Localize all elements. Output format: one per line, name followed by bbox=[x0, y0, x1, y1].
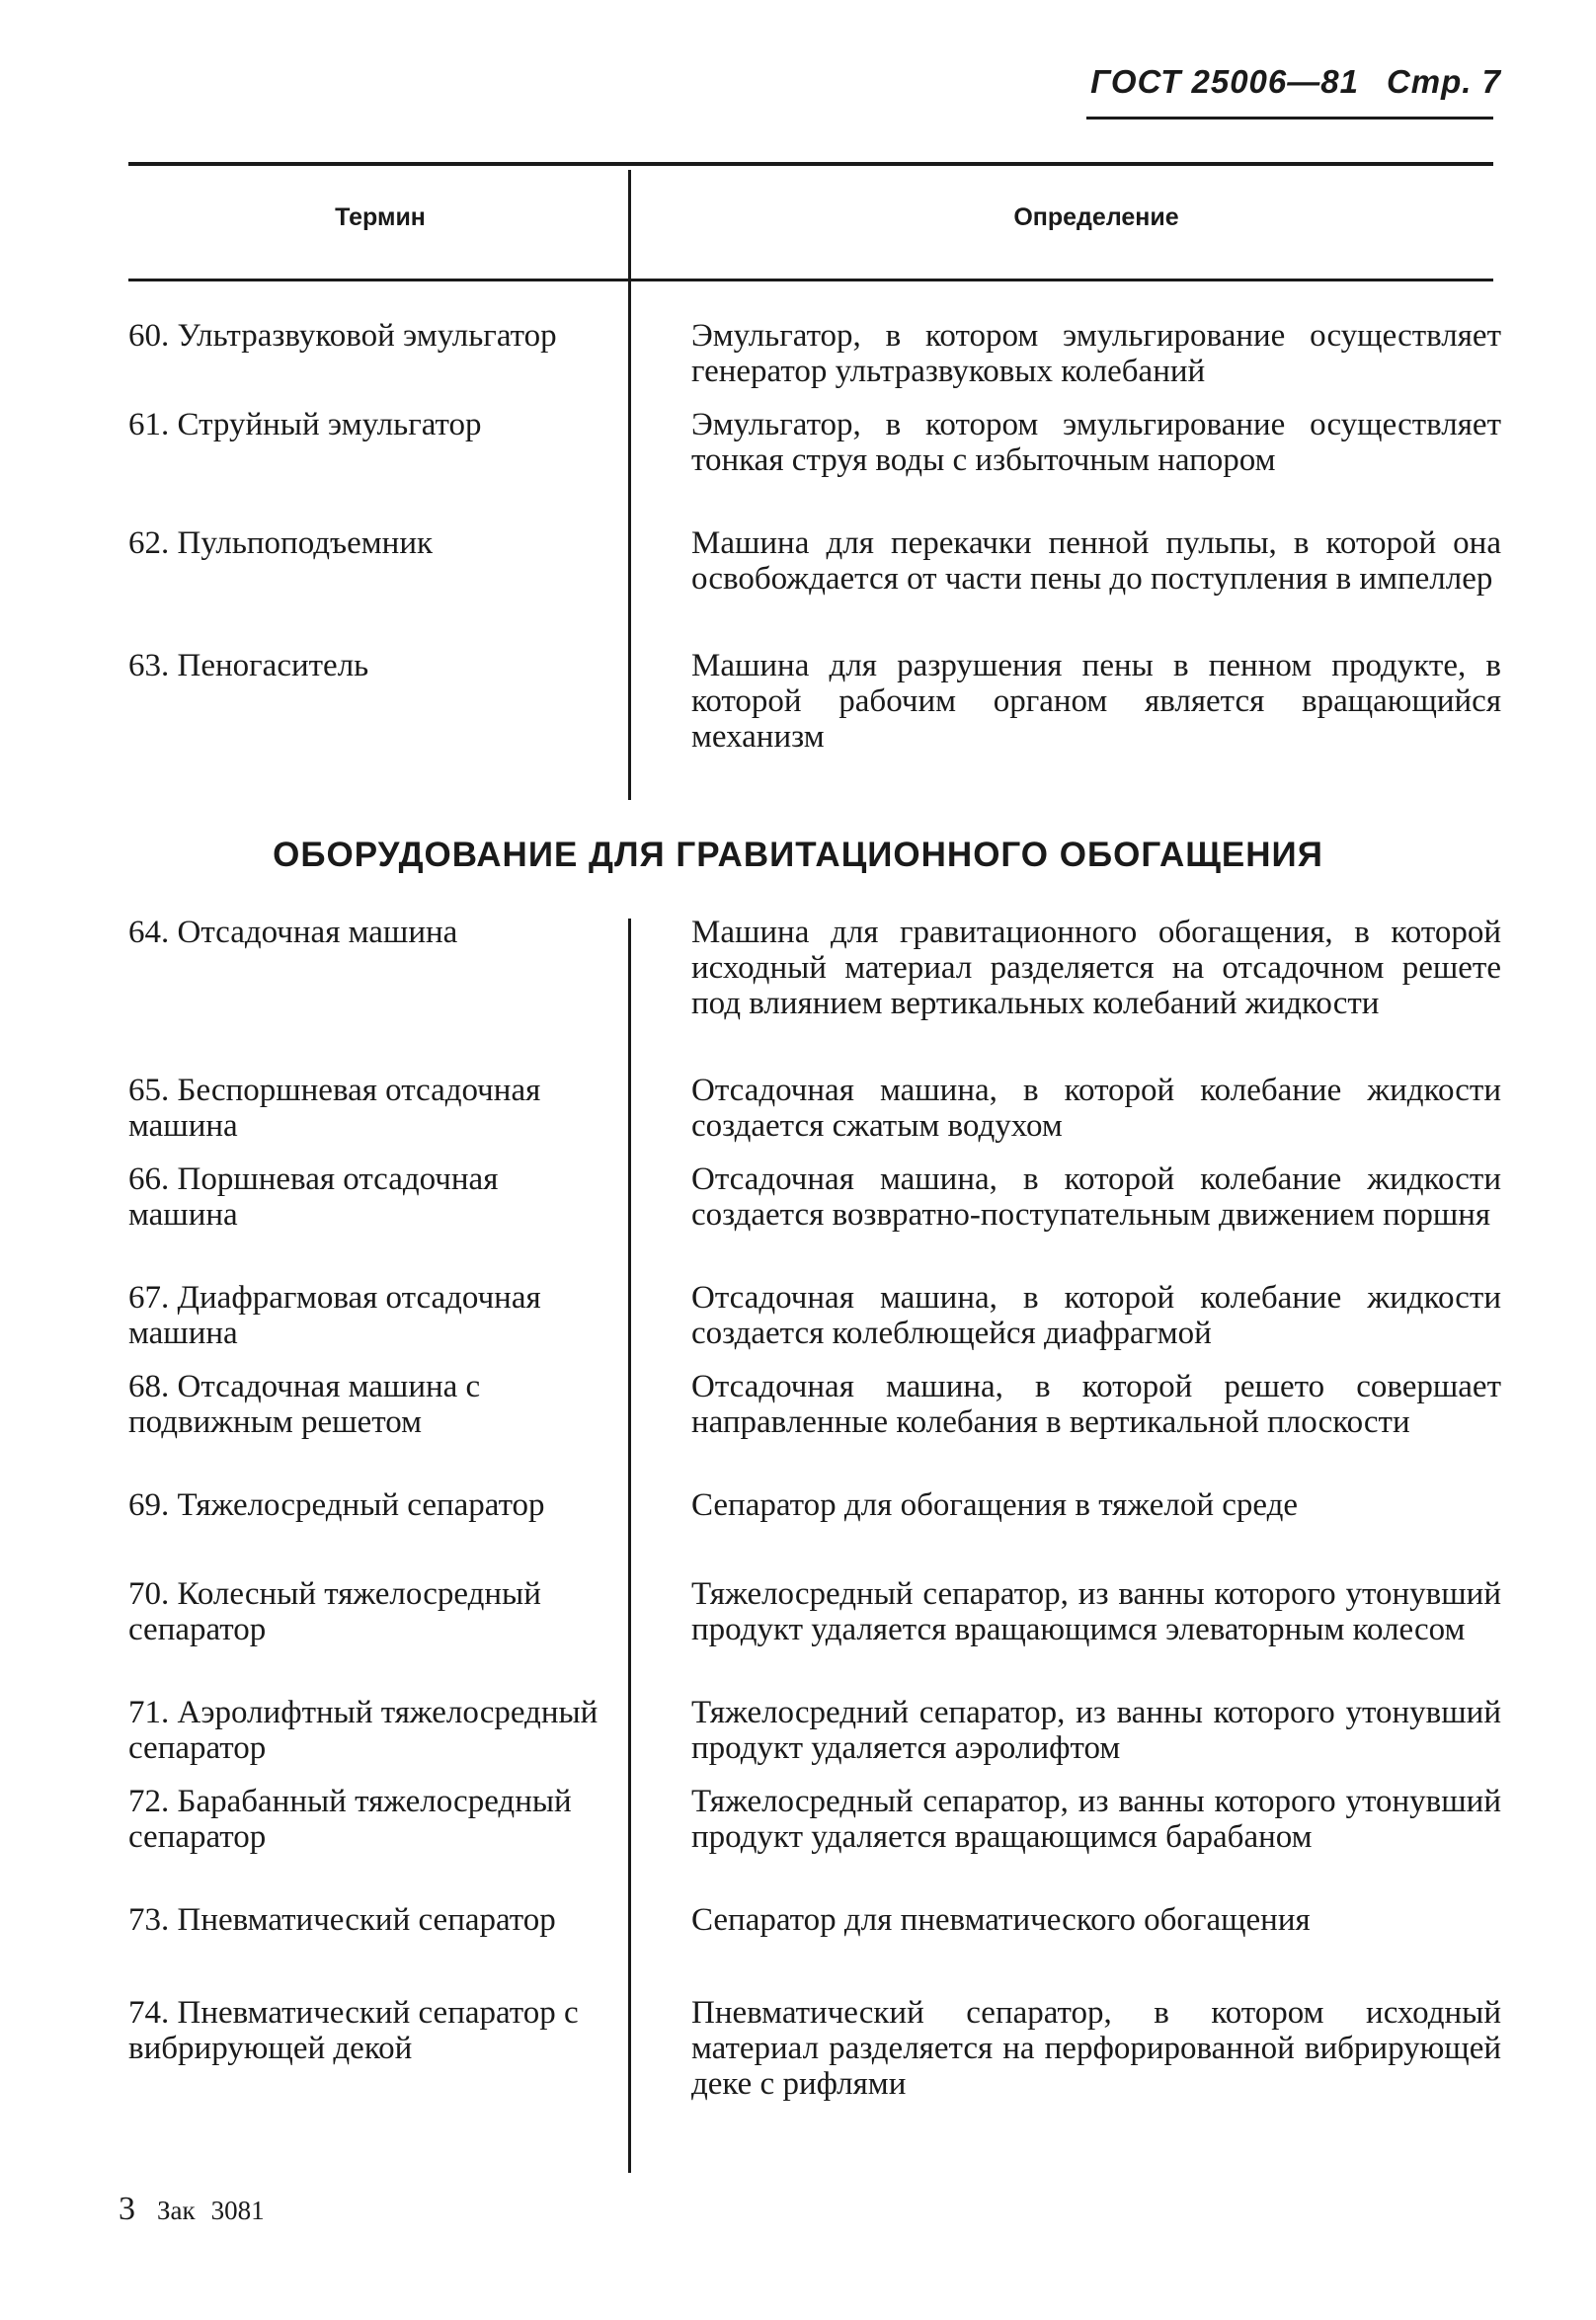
term-number: 60. bbox=[128, 318, 170, 354]
term-text: Пульпоподъемник bbox=[177, 525, 434, 561]
term-number: 74. bbox=[128, 1995, 170, 2031]
term-cell bbox=[128, 1695, 602, 1766]
column-divider-top bbox=[628, 170, 631, 800]
term-text: Отсадочная машина с подвижным решетом bbox=[128, 1369, 481, 1440]
definition-cell: Отсадочная машина, в которой колебание жидкости создается возвратно-поступательным движением поршня bbox=[691, 1161, 1501, 1233]
term-number: 70. bbox=[128, 1576, 170, 1612]
definition-cell: Машина для гравитационного обогащения, в которой исходный материал разделяется на отсадочном решете под влиянием вертикальных колебаний жидкости bbox=[691, 915, 1501, 1021]
term-number: 68. bbox=[128, 1369, 170, 1404]
term-text: Пневматический сепаратор с вибрирующей декой bbox=[128, 1995, 579, 2066]
footer bbox=[119, 2191, 265, 2228]
term-text: Ультразвуковой эмульгатор bbox=[177, 318, 557, 354]
term-cell bbox=[128, 1161, 602, 1233]
definition-cell: Эмульгатор, в котором эмульгирование осуществляет тонкая струя воды с избыточным напором bbox=[691, 407, 1501, 478]
term-number: 66. bbox=[128, 1161, 170, 1197]
term-number: 64. bbox=[128, 915, 170, 950]
definition-cell: Отсадочная машина, в которой решето совершает направленные колебания в вертикальной плоскости bbox=[691, 1369, 1501, 1440]
table-head-rule bbox=[128, 279, 1493, 281]
term-text: Диафрагмовая отсадочная машина bbox=[128, 1280, 541, 1351]
term-cell bbox=[128, 1487, 602, 1523]
term-cell bbox=[128, 1576, 602, 1647]
definition-cell: Пневматический сепаратор, в котором исходный материал разделяется на перфорированной вибрирующей деке с рифлями bbox=[691, 1995, 1501, 2102]
sheet-number: 3 bbox=[119, 2191, 135, 2227]
definition-cell: Машина для перекачки пенной пульпы, в которой она освобождается от части пены до поступления в импеллер bbox=[691, 525, 1501, 597]
order-label: Зак bbox=[157, 2196, 196, 2225]
term-cell bbox=[128, 1902, 602, 1938]
standard-number: ГОСТ 25006—81 bbox=[1090, 63, 1359, 100]
definition-cell: Эмульгатор, в котором эмульгирование осуществляет генератор ультразвуковых колебаний bbox=[691, 318, 1501, 389]
table-top-rule bbox=[128, 162, 1493, 166]
definition-cell: Тяжелосредный сепаратор, из ванны которого утонувший продукт удаляется вращающимся барабаном bbox=[691, 1784, 1501, 1855]
term-number: 65. bbox=[128, 1073, 170, 1108]
term-text: Пеногаситель bbox=[177, 648, 369, 683]
term-number: 63. bbox=[128, 648, 170, 683]
term-text: Поршневая отсадочная машина bbox=[128, 1161, 499, 1233]
column-header-definition: Определение bbox=[1013, 203, 1179, 231]
term-cell bbox=[128, 915, 602, 950]
term-cell bbox=[128, 1995, 602, 2066]
term-number: 69. bbox=[128, 1487, 170, 1523]
term-cell bbox=[128, 648, 602, 683]
definition-cell: Сепаратор для пневматического обогащения bbox=[691, 1902, 1311, 1938]
term-number: 73. bbox=[128, 1902, 170, 1938]
term-text: Тяжелосредный сепаратор bbox=[177, 1487, 545, 1523]
term-text: Отсадочная машина bbox=[177, 915, 458, 950]
term-cell bbox=[128, 1280, 602, 1351]
definition-cell: Машина для разрушения пены в пенном продукте, в которой рабочим органом является вращающийся механизм bbox=[691, 648, 1501, 755]
order-number: 3081 bbox=[210, 2196, 265, 2225]
term-cell bbox=[128, 407, 602, 442]
definition-cell: Тяжелосредный сепаратор, из ванны которого утонувший продукт удаляется вращающимся элеваторным колесом bbox=[691, 1576, 1501, 1647]
definition-cell: Отсадочная машина, в которой колебание жидкости создается колеблющейся диафрагмой bbox=[691, 1280, 1501, 1351]
term-text: Пневматический сепаратор bbox=[177, 1902, 556, 1938]
term-number: 61. bbox=[128, 407, 170, 442]
term-number: 62. bbox=[128, 525, 170, 561]
term-cell bbox=[128, 1784, 602, 1855]
term-cell bbox=[128, 318, 602, 354]
term-cell bbox=[128, 1073, 602, 1144]
section-title: ОБОРУДОВАНИЕ ДЛЯ ГРАВИТАЦИОННОГО ОБОГАЩЕНИЯ bbox=[273, 836, 1323, 874]
definition-cell: Сепаратор для обогащения в тяжелой среде bbox=[691, 1487, 1299, 1523]
term-cell bbox=[128, 525, 602, 561]
header-underline bbox=[1086, 117, 1493, 120]
column-divider-bottom bbox=[628, 919, 631, 2173]
page-number: Стр. 7 bbox=[1386, 63, 1501, 100]
term-text: Аэролифтный тяжелосредный сепаратор bbox=[128, 1695, 598, 1766]
term-number: 67. bbox=[128, 1280, 170, 1316]
page-header bbox=[1090, 63, 1501, 101]
term-text: Колесный тяжелосредный сепаратор bbox=[128, 1576, 541, 1647]
term-number: 71. bbox=[128, 1695, 170, 1730]
term-number: 72. bbox=[128, 1784, 170, 1819]
term-cell bbox=[128, 1369, 602, 1440]
term-text: Беспоршневая отсадочная машина bbox=[128, 1073, 541, 1144]
definition-cell: Тяжелосредний сепаратор, из ванны которого утонувший продукт удаляется аэролифтом bbox=[691, 1695, 1501, 1766]
definition-cell: Отсадочная машина, в которой колебание жидкости создается сжатым водухом bbox=[691, 1073, 1501, 1144]
term-text: Барабанный тяжелосредный сепаратор bbox=[128, 1784, 572, 1855]
term-text: Струйный эмульгатор bbox=[177, 407, 482, 442]
column-header-term: Термин bbox=[335, 203, 426, 231]
